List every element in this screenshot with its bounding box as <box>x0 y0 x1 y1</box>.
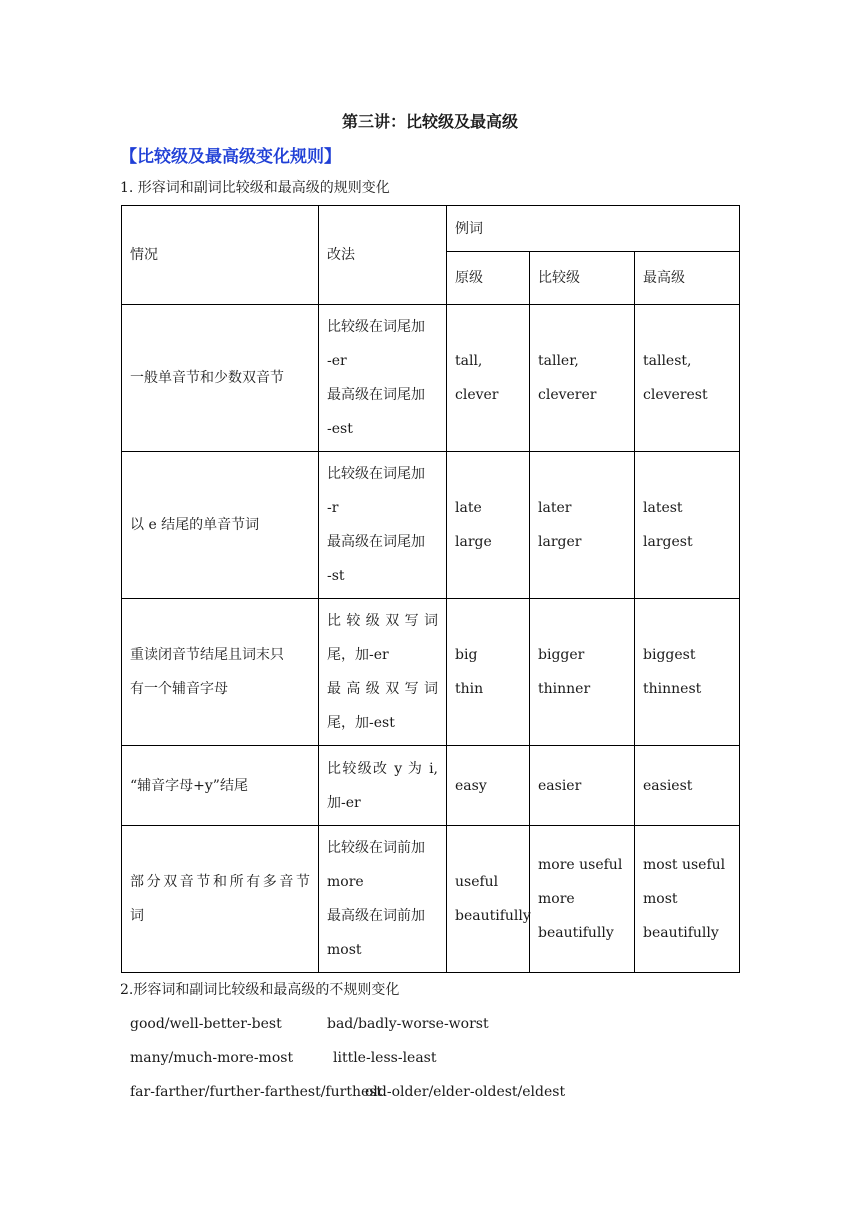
situation-line: 词 <box>130 908 144 924</box>
superlative-cell <box>635 452 740 599</box>
table-row <box>122 746 740 826</box>
table-row <box>122 305 740 452</box>
base-form-cell <box>447 452 530 599</box>
example-word: thin <box>455 681 484 697</box>
base-form-cell <box>447 305 530 452</box>
method-line: 比较级改 y 为 i, <box>327 760 438 777</box>
example-word: useful <box>455 874 499 890</box>
regular-changes-caption: 1. 形容词和副词比较级和最高级的规则变化 <box>120 180 390 196</box>
method-line: 比较级在词前加 <box>327 840 425 856</box>
example-word: later <box>538 500 572 516</box>
header-base-form: 原级 <box>447 252 530 305</box>
situation-cell <box>122 826 319 973</box>
example-word: easier <box>538 777 582 794</box>
example-word: large <box>455 534 492 550</box>
example-word: late <box>455 500 482 516</box>
irregular-form: far-farther/further-farthest/furthest <box>130 1084 383 1100</box>
method-cell <box>319 599 447 746</box>
example-word: most useful <box>643 857 726 873</box>
example-word: cleverest <box>643 387 708 403</box>
table-row <box>122 826 740 973</box>
irregular-form: little-less-least <box>333 1050 437 1066</box>
irregular-form: bad/badly-worse-worst <box>327 1016 489 1032</box>
method-line: 尾，加-er <box>327 647 389 663</box>
example-word: clever <box>455 387 499 403</box>
comparison-rules-table <box>121 205 740 973</box>
example-word: larger <box>538 534 582 550</box>
example-word: big <box>455 647 478 663</box>
situation-line: 有一个辅音字母 <box>130 681 228 697</box>
example-word: beautifully <box>455 908 531 924</box>
comparative-cell <box>530 826 635 973</box>
comparative-cell <box>530 746 635 826</box>
table-row <box>122 452 740 599</box>
superlative-cell <box>635 746 740 826</box>
example-word: easy <box>455 777 487 794</box>
comparative-cell <box>530 305 635 452</box>
example-word: largest <box>643 534 693 550</box>
method-line: 最高级在词尾加 <box>327 534 425 550</box>
example-word: tall, <box>455 353 483 369</box>
example-word: thinnest <box>643 681 702 697</box>
method-cell <box>319 746 447 826</box>
example-word: bigger <box>538 647 585 663</box>
method-line: 最高级在词尾加 <box>327 387 425 403</box>
example-word: beautifully <box>538 925 614 941</box>
header-comparative: 比较级 <box>530 252 635 305</box>
method-cell <box>319 826 447 973</box>
method-line: -st <box>327 568 345 584</box>
method-line: 最高级在词前加 <box>327 908 425 924</box>
header-situation: 情况 <box>122 206 319 305</box>
irregular-form: good/well-better-best <box>130 1016 282 1032</box>
superlative-cell <box>635 305 740 452</box>
situation-cell <box>122 599 319 746</box>
method-line: 比较级在词尾加 <box>327 466 425 482</box>
example-word: easiest <box>643 777 693 794</box>
method-line: most <box>327 942 362 958</box>
example-word: biggest <box>643 647 696 663</box>
page-title: 第三讲：比较级及最高级 <box>341 112 518 131</box>
header-examples: 例词 <box>447 206 740 252</box>
method-line: -r <box>327 500 339 516</box>
header-method: 改法 <box>319 206 447 305</box>
example-word: more <box>538 891 575 907</box>
example-word: taller, <box>538 353 579 369</box>
superlative-cell <box>635 826 740 973</box>
example-word: more useful <box>538 857 623 873</box>
section-heading: 【比较级及最高级变化规则】 <box>120 147 341 167</box>
example-word: most <box>643 891 678 907</box>
situation-line: 部分双音节和所有多音节 <box>130 874 310 890</box>
method-line: -er <box>327 353 347 369</box>
comparative-cell <box>530 599 635 746</box>
method-line: 比较级双写词 <box>327 613 438 629</box>
comparative-cell <box>530 452 635 599</box>
header-superlative: 最高级 <box>635 252 740 305</box>
method-line: 尾，加-est <box>327 715 395 731</box>
table-row <box>122 599 740 746</box>
method-cell <box>319 452 447 599</box>
example-word: cleverer <box>538 387 597 403</box>
base-form-cell <box>447 826 530 973</box>
example-word: thinner <box>538 681 591 697</box>
method-line: 加-er <box>327 794 361 811</box>
example-word: latest <box>643 500 683 516</box>
situation-line: 重读闭音节结尾且词末只 <box>130 647 284 663</box>
irregular-form: old-older/elder-oldest/eldest <box>365 1084 566 1100</box>
example-word: beautifully <box>643 925 719 941</box>
situation-cell: “辅音字母+y”结尾 <box>122 746 319 826</box>
example-word: tallest, <box>643 353 692 369</box>
situation-cell: 一般单音节和少数双音节 <box>122 305 319 452</box>
base-form-cell <box>447 599 530 746</box>
superlative-cell <box>635 599 740 746</box>
method-line: -est <box>327 421 353 437</box>
method-line: 最高级双写词 <box>327 681 438 697</box>
situation-cell: 以 e 结尾的单音节词 <box>122 452 319 599</box>
method-line: more <box>327 874 364 890</box>
method-line: 比较级在词尾加 <box>327 319 425 335</box>
table-header-row <box>122 206 740 252</box>
irregular-changes-caption: 2.形容词和副词比较级和最高级的不规则变化 <box>120 982 400 998</box>
base-form-cell <box>447 746 530 826</box>
irregular-form: many/much-more-most <box>130 1050 294 1066</box>
method-cell <box>319 305 447 452</box>
